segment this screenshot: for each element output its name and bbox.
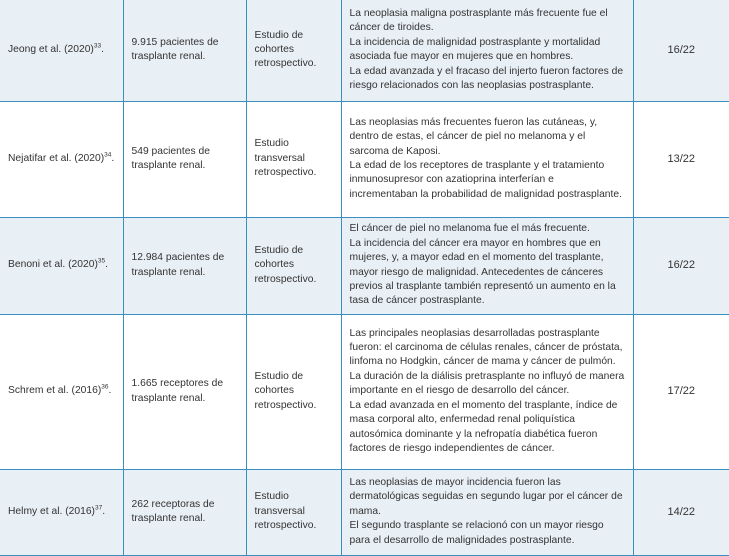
reference-number: 37 <box>95 504 103 512</box>
design-cell: Estudio de cohortes retrospectivo. <box>246 314 341 469</box>
table-row <box>0 314 729 469</box>
findings-cell <box>341 217 633 314</box>
sample-cell: 262 receptoras de trasplante renal. <box>123 469 246 555</box>
reference-number: 35 <box>97 257 106 265</box>
author-cell: Nejatifar et al. $(2020)^{34}$. <box>0 101 123 217</box>
finding-text: La incidencia de malignidad postrasplante y mortalidad asociada fue mayor en mujeres que en hombres. <box>349 36 601 63</box>
findings-cell <box>341 101 633 217</box>
sample-cell: 9.915 pacientes de trasplante renal. <box>123 0 246 101</box>
design-cell: Estudio transversal retrospectivo. <box>246 469 341 555</box>
score-cell: 16/22 <box>633 217 729 314</box>
finding-text: La edad avanzada en el momento del trasplante, índice de masa corporal alto, enfermedad renal poliquística autosómica dominante y la nefropatía diabética fueron factores de riesgo independientes de cáncer. <box>349 399 618 454</box>
reference-number: 34 <box>104 151 112 159</box>
finding-text: Las neoplasias más frecuentes fueron las cutáneas, y, dentro de estas, el cáncer de piel no melanoma y el sarcoma de Kaposi. <box>349 116 598 157</box>
finding-text: Las neoplasias de mayor incidencia fueron las dermatológicas seguidas en segundo lugar por el cáncer de mama. <box>349 476 623 517</box>
design-cell: Estudio de cohortes retrospectivo. <box>246 0 341 101</box>
findings-cell <box>341 0 633 101</box>
score-cell: 13/22 <box>633 101 729 217</box>
table-row <box>0 469 729 555</box>
table-row <box>0 217 729 314</box>
table-row <box>0 101 729 217</box>
author-cell: Schrem et al. $(2016)^{36}$. <box>0 314 123 469</box>
design-cell: Estudio de cohortes retrospectivo. <box>246 217 341 314</box>
findings-cell <box>341 314 633 469</box>
reference-number: 36 <box>101 383 109 391</box>
findings-cell <box>341 469 633 555</box>
reference-number: 33 <box>93 42 102 50</box>
finding-text: La edad de los receptores de trasplante y el tratamiento inmunosupresor con azatioprina interferían e incrementaban la probabilidad de malignidad postrasplante. <box>349 160 622 200</box>
sample-cell: 12.984 pacientes de trasplante renal. <box>123 217 246 314</box>
sample-cell: 549 pacientes de trasplante renal. <box>123 101 246 217</box>
author-cell: Benoni et al. $(2020)^{35}$. <box>0 217 123 314</box>
sample-cell: 1.665 receptores de trasplante renal. <box>123 314 246 469</box>
finding-text: La neoplasia maligna postrasplante más frecuente fue el cáncer de tiroides. <box>349 8 608 34</box>
design-cell: Estudio transversal retrospectivo. <box>246 101 341 217</box>
score-cell: 14/22 <box>633 469 729 555</box>
finding-text: La incidencia del cáncer era mayor en hombres que en mujeres, y, a mayor edad en el momento del trasplante, mayor riesgo de malignidad. Antecedentes de cánceres previos al trasplante también representó un aumento en la tasa de cáncer postrasplante. <box>349 237 616 307</box>
finding-text: Las principales neoplasias desarrolladas postrasplante fueron: el carcinoma de células renales, cáncer de próstata, linfoma no Hodgkin, cáncer de mama y cáncer de pulmón. <box>349 327 623 368</box>
author-cell: Jeong et al. $(2020)^{33}$. <box>0 0 123 101</box>
table-row <box>0 0 729 101</box>
score-cell: 17/22 <box>633 314 729 469</box>
finding-text: El cáncer de piel no melanoma fue el más frecuente. <box>349 223 590 235</box>
finding-text: El segundo trasplante se relacionó con un mayor riesgo para el desarrollo de malignidades postrasplante. <box>349 520 604 546</box>
author-cell: Helmy et al. $(2016)^{37}$. <box>0 469 123 555</box>
finding-text: La duración de la diálisis pretrasplante no influyó de manera importante en el riesgo de desarrollo del cáncer. <box>349 370 625 397</box>
finding-text: La edad avanzada y el fracaso del injerto fueron factores de riesgo relacionados con las neoplasias postrasplante. <box>349 65 624 92</box>
score-cell: 16/22 <box>633 0 729 101</box>
